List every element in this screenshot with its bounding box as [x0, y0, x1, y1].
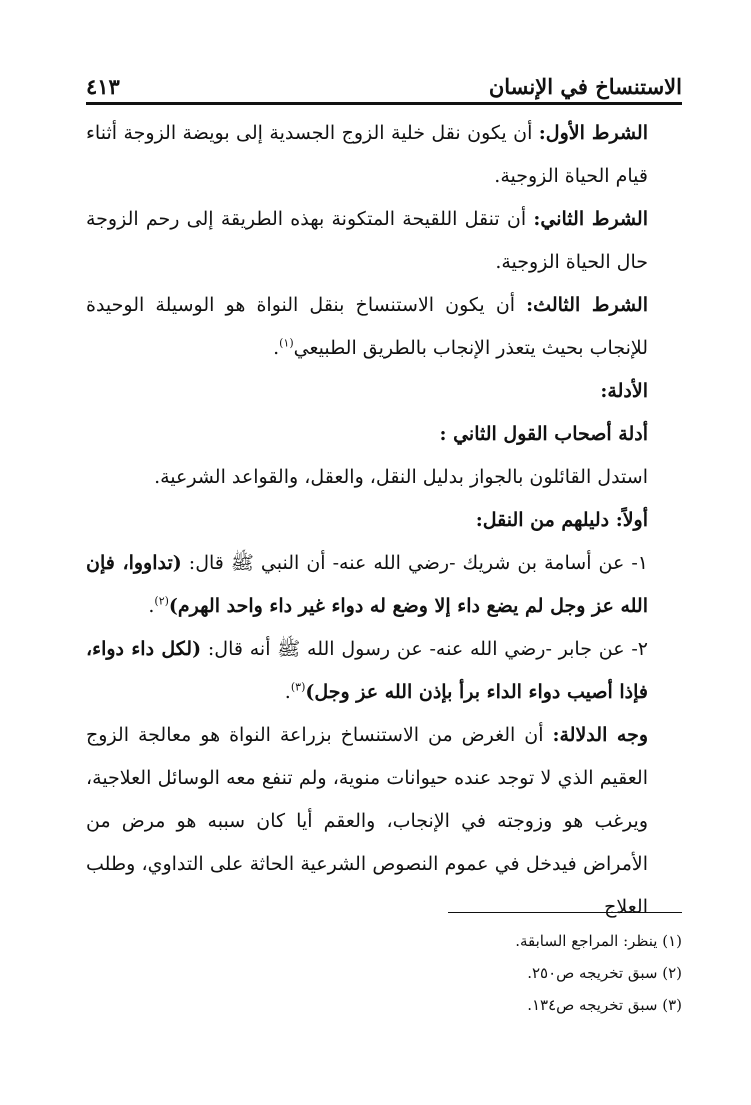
hadith-1-end: .: [148, 595, 155, 617]
condition-1-label: الشرط الأول:: [538, 122, 648, 144]
header-rule: [86, 102, 682, 105]
running-title: الاستنساخ في الإنسان: [488, 74, 682, 99]
intro-paragraph: استدل القائلون بالجواز بدليل النقل، والعقل، والقواعد الشرعية.: [154, 466, 648, 488]
hadith-1: [86, 542, 682, 628]
footnote-ref-1: (١): [279, 336, 294, 350]
condition-2-text: أن تنقل اللقيحة المتكونة بهذه الطريقة إلى رحم الزوجة حال الحياة الزوجية.: [86, 208, 648, 273]
footnote-ref-3: (٣): [290, 680, 306, 694]
footnote-1: (١) ينظر: المراجع السابقة.: [515, 932, 682, 950]
condition-1: [86, 112, 682, 198]
footnote-3: (٣) سبق تخريجه ص١٣٤.: [527, 996, 682, 1014]
hadith-2-end: .: [284, 681, 291, 703]
page-number: ٤١٣: [86, 74, 120, 99]
condition-3-text: أن يكون الاستنساخ بنقل النواة هو الوسيلة الوحيدة للإنجاب بحيث يتعذر الإنجاب بالطريق الطبيعي: [86, 294, 648, 359]
footnote-ref-2: (٢): [154, 594, 169, 608]
dalala-paragraph: [86, 714, 682, 929]
second-view-heading: أدلة أصحاب القول الثاني :: [439, 423, 648, 445]
page-header: [86, 66, 682, 100]
condition-2: [86, 198, 682, 284]
naql-heading: أولاً: دليلهم من النقل:: [475, 509, 648, 531]
condition-3: [86, 284, 682, 370]
dalala-text: أن الغرض من الاستنساخ بزراعة النواة هو معالجة الزوج العقيم الذي لا توجد عنده حيوانات منوية، ولم تنفع معه الوسائل العلاجية، ويرغب هو وزوجته في الإنجاب، والعقم أيا كان سببه هو مرض من الأمراض فيدخل في عموم النصوص الشرعية الحاثة على التداوي، وطلب العلاج: [86, 724, 648, 918]
hadith-2-intro: ٢- عن جابر -رضي الله عنه- عن رسول الله ﷺ أنه قال:: [201, 638, 648, 660]
main-text: [86, 112, 682, 929]
evidence-heading: الأدلة:: [600, 380, 648, 402]
hadith-2-quote: (لكل داء دواء، فإذا أصيب دواء الداء برأ بإذن الله عز وجل): [86, 638, 648, 703]
hadith-1-quote: (تداووا، فإن الله عز وجل لم يضع داء إلا وضع له دواء غير داء واحد الهرم): [86, 552, 648, 617]
footnotes: [86, 925, 682, 1021]
hadith-2: [86, 628, 682, 714]
condition-3-end: .: [273, 337, 280, 359]
hadith-1-intro: ١- عن أسامة بن شريك -رضي الله عنه- أن النبي ﷺ قال:: [181, 552, 649, 574]
footnote-2: (٢) سبق تخريجه ص٢٥٠.: [527, 964, 682, 982]
condition-2-label: الشرط الثاني:: [533, 208, 648, 230]
dalala-label: وجه الدلالة:: [552, 724, 648, 746]
footnote-separator: [448, 912, 682, 913]
condition-3-label: الشرط الثالث:: [526, 294, 648, 316]
condition-1-text: أن يكون نقل خلية الزوج الجسدية إلى بويضة الزوجة أثناء قيام الحياة الزوجية.: [86, 122, 648, 187]
